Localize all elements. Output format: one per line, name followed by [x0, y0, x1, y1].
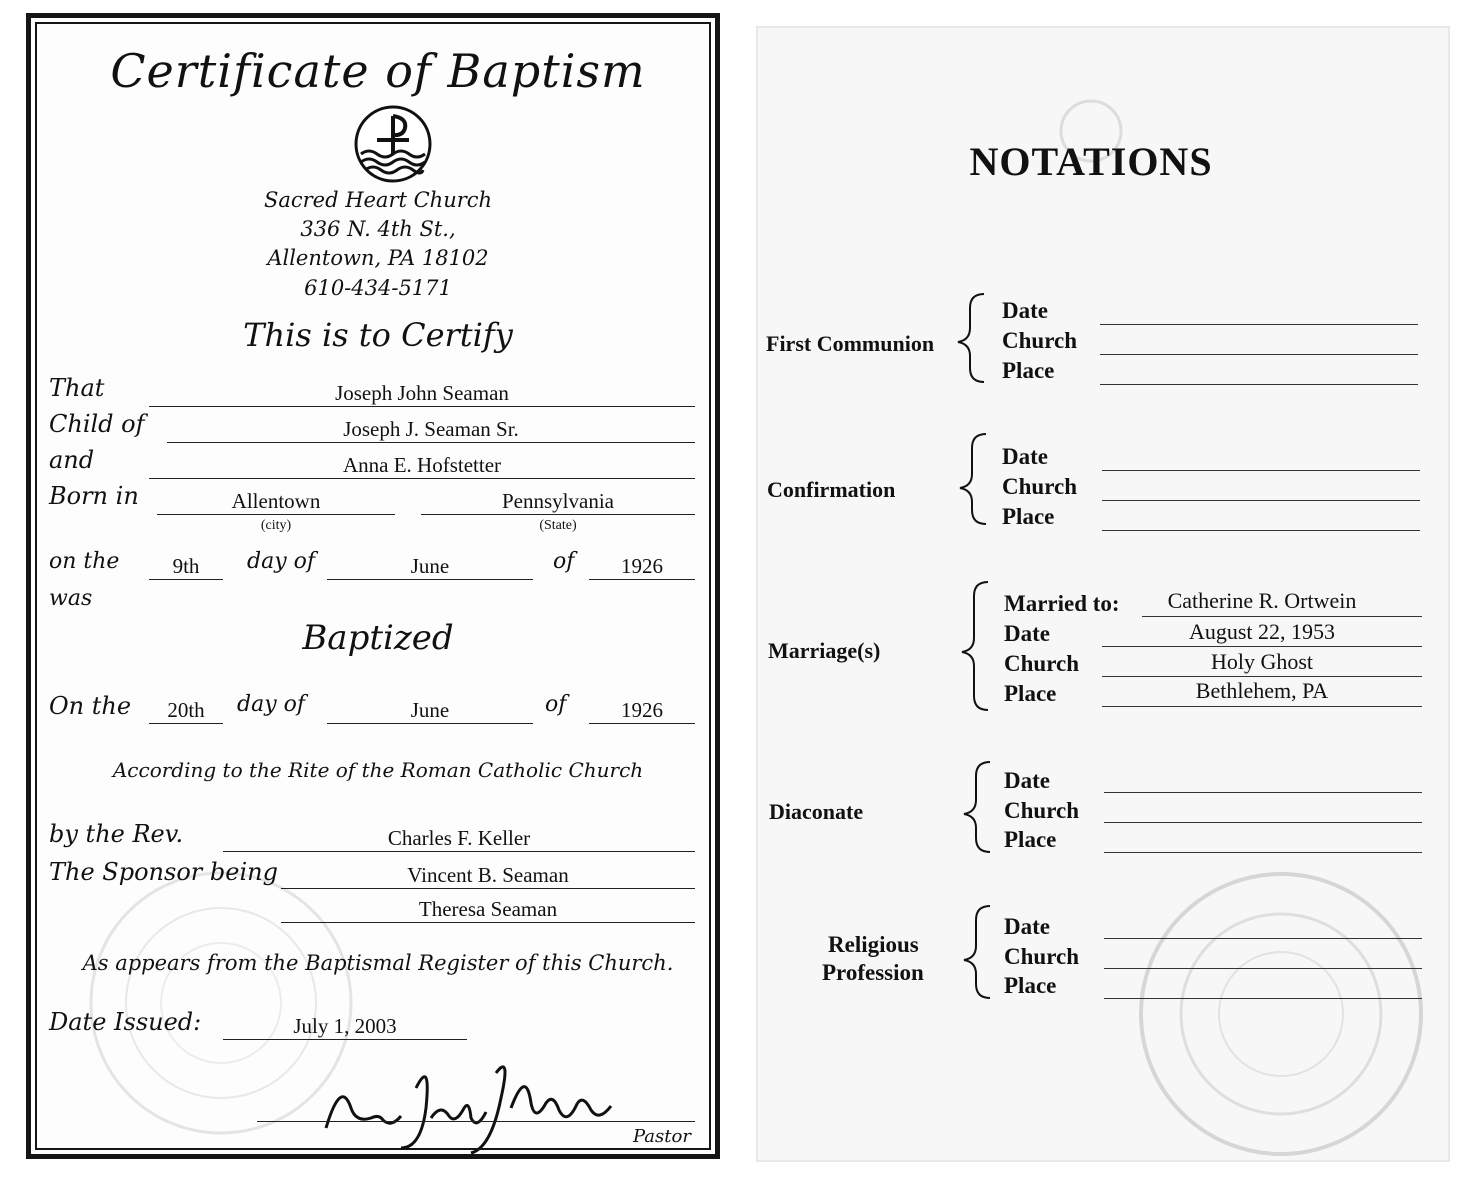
- value-date-issued: July 1, 2003: [293, 1014, 397, 1038]
- marriage-married-to-value: Catherine R. Ortwein: [1167, 588, 1357, 613]
- label-and: and: [49, 446, 95, 474]
- value-birth-month: June: [410, 554, 450, 578]
- fc-date-label: Date: [1002, 298, 1048, 323]
- label-on-the: on the: [49, 549, 120, 574]
- diac-date-label: Date: [1004, 768, 1050, 793]
- diac-date-line: [1104, 792, 1422, 793]
- notations-title: NOTATIONS: [969, 139, 1213, 184]
- caption-city: (city): [260, 518, 292, 533]
- certify-heading: This is to Certify: [243, 316, 513, 354]
- label-born-in: Born in: [49, 482, 139, 510]
- line-date-issued: [223, 1039, 467, 1040]
- rp-place-line: [1104, 998, 1422, 999]
- value-baptism-month: June: [410, 698, 450, 722]
- label-of: of: [553, 549, 575, 574]
- section-religious-profession-1: Religious: [828, 932, 919, 957]
- line-birth-year: [589, 579, 695, 580]
- caption-state: (State): [539, 518, 577, 533]
- line-birth-state: [421, 514, 695, 515]
- marriage-place-value: Bethlehem, PA: [1195, 678, 1329, 703]
- rite-text: According to the Rite of the Roman Catholic Church: [112, 758, 644, 782]
- church-street: 336 N. 4th St.,: [300, 217, 456, 241]
- label-day-of: day of: [247, 549, 316, 574]
- rp-church-line: [1104, 968, 1422, 969]
- label-that: That: [49, 374, 105, 402]
- line-baptism-year: [589, 723, 695, 724]
- value-father: Joseph J. Seaman Sr.: [343, 417, 519, 441]
- marriage-church-line: [1102, 676, 1422, 677]
- fc-church-line: [1100, 354, 1418, 355]
- line-name: [149, 406, 695, 407]
- marriage-church-label: Church: [1004, 651, 1079, 676]
- line-birth-city: [157, 514, 395, 515]
- label-sponsor-being: The Sponsor being: [49, 858, 278, 886]
- conf-church-label: Church: [1002, 474, 1077, 499]
- marriage-date-label: Date: [1004, 621, 1050, 646]
- section-marriage: Marriage(s): [768, 638, 881, 663]
- rp-church-label: Church: [1004, 944, 1079, 969]
- label-child-of: Child of: [49, 410, 145, 438]
- diac-church-label: Church: [1004, 798, 1079, 823]
- section-confirmation: Confirmation: [767, 477, 896, 502]
- church-phone: 610-434-5171: [304, 276, 452, 300]
- value-birth-state: Pennsylvania: [502, 489, 614, 513]
- value-sponsor-2: Theresa Seaman: [418, 897, 558, 921]
- label-by-the-rev: by the Rev.: [49, 820, 184, 848]
- line-mother: [149, 478, 695, 479]
- value-sponsor-1: Vincent B. Seaman: [407, 863, 569, 887]
- rp-place-label: Place: [1004, 973, 1057, 998]
- line-baptism-month: [327, 723, 533, 724]
- chi-rho-logo-icon: [353, 104, 433, 184]
- line-birth-month: [327, 579, 533, 580]
- line-reverend: [223, 851, 695, 852]
- conf-church-line: [1102, 500, 1420, 501]
- fc-place-label: Place: [1002, 358, 1055, 383]
- fc-church-label: Church: [1002, 328, 1077, 353]
- conf-date-line: [1102, 470, 1420, 471]
- label-pastor: Pastor: [633, 1126, 691, 1147]
- certificate-title: Certificate of Baptism: [110, 44, 646, 98]
- notations-page: [756, 26, 1450, 1162]
- value-birth-city: Allentown: [231, 489, 321, 513]
- value-mother: Anna E. Hofstetter: [342, 453, 502, 477]
- diac-place-label: Place: [1004, 827, 1057, 852]
- label-date-issued: Date Issued:: [49, 1008, 202, 1036]
- label-on-the-baptism: On the: [49, 692, 132, 720]
- conf-place-line: [1102, 530, 1420, 531]
- marriage-place-line: [1102, 706, 1422, 707]
- section-first-communion: First Communion: [766, 331, 935, 356]
- marriage-place-label: Place: [1004, 681, 1057, 706]
- church-city-state-zip: Allentown, PA 18102: [267, 246, 489, 270]
- line-birth-day: [149, 579, 223, 580]
- pastor-signature-icon: [321, 1048, 631, 1158]
- value-birth-day: 9th: [172, 554, 200, 578]
- section-diaconate: Diaconate: [769, 799, 864, 824]
- church-name: Sacred Heart Church: [263, 188, 493, 212]
- marriage-church-value: Holy Ghost: [1210, 649, 1314, 674]
- line-father: [167, 442, 695, 443]
- line-sponsor-1: [281, 888, 695, 889]
- line-signature: [257, 1121, 695, 1122]
- certificate-page: [26, 13, 720, 1159]
- rp-date-label: Date: [1004, 914, 1050, 939]
- value-name: Joseph John Seaman: [335, 381, 509, 405]
- section-religious-profession-2: Profession: [822, 960, 924, 985]
- line-sponsor-2: [281, 922, 695, 923]
- value-baptism-year: 1926: [621, 698, 663, 722]
- conf-place-label: Place: [1002, 504, 1055, 529]
- value-reverend: Charles F. Keller: [387, 826, 531, 850]
- baptized-heading: Baptized: [302, 618, 454, 658]
- conf-date-label: Date: [1002, 444, 1048, 469]
- marriage-married-to-line: [1142, 616, 1422, 617]
- marriage-date-line: [1102, 646, 1422, 647]
- fc-date-line: [1100, 324, 1418, 325]
- appears-from-text: As appears from the Baptismal Register of this Church.: [82, 951, 674, 975]
- marriage-date-value: August 22, 1953: [1188, 619, 1336, 644]
- marriage-married-to-label: Married to:: [1004, 591, 1120, 616]
- label-of-baptism: of: [545, 692, 567, 717]
- label-was: was: [49, 586, 93, 611]
- value-baptism-day: 20th: [167, 698, 205, 722]
- fc-place-line: [1100, 384, 1418, 385]
- value-birth-year: 1926: [621, 554, 663, 578]
- rp-date-line: [1104, 938, 1422, 939]
- label-day-of-baptism: day of: [237, 692, 306, 717]
- line-baptism-day: [149, 723, 223, 724]
- diac-place-line: [1104, 852, 1422, 853]
- diac-church-line: [1104, 822, 1422, 823]
